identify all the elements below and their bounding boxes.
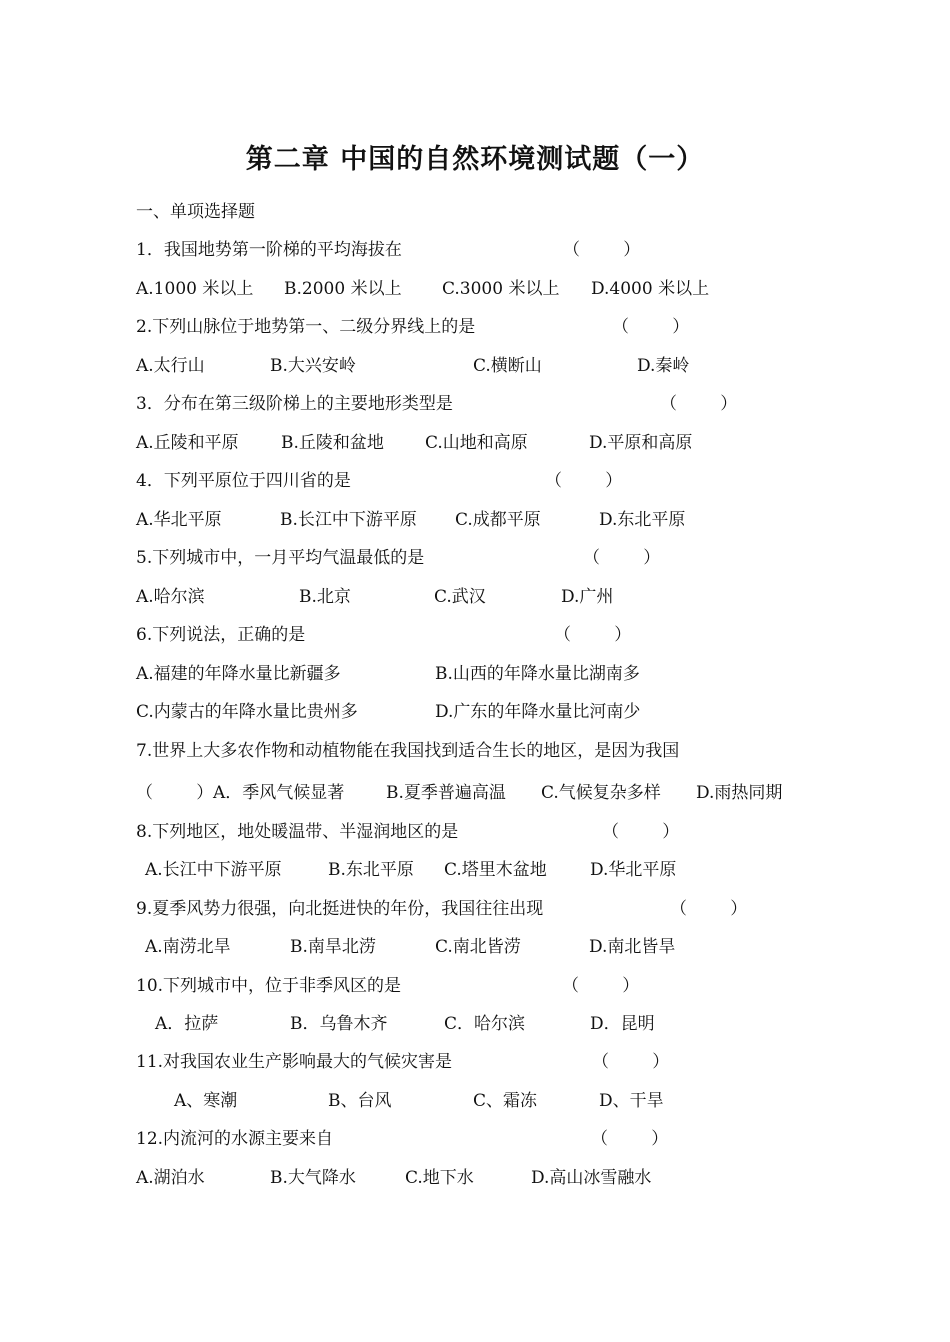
option-7a: A．季风气候显著 xyxy=(213,783,345,803)
option-6a: A.福建的年降水量比新疆多 xyxy=(136,664,341,684)
question-11: 11.对我国农业生产影响最大的气候灾害是 xyxy=(136,1052,453,1072)
question-4: 4．下列平原位于四川省的是 xyxy=(136,471,351,491)
question-1: 1．我国地势第一阶梯的平均海拔在 xyxy=(136,240,402,260)
option-10c: C．哈尔滨 xyxy=(444,1014,526,1034)
answer-bracket-10: （ ） xyxy=(562,976,640,996)
option-3c: C.山地和高原 xyxy=(425,433,528,453)
question-7: 7.世界上大多农作物和动植物能在我国找到适合生长的地区，是因为我国 xyxy=(136,741,680,761)
option-9c: C.南北皆涝 xyxy=(435,937,521,957)
option-12b: B.大气降水 xyxy=(270,1168,356,1188)
answer-bracket-1: （ ） xyxy=(563,240,641,260)
option-11b: B、台风 xyxy=(328,1091,392,1111)
question-2: 2.下列山脉位于地势第一、二级分界线上的是 xyxy=(136,317,476,337)
option-10a: A．拉萨 xyxy=(155,1014,219,1034)
option-1d: D.4000 米以上 xyxy=(591,279,710,299)
answer-bracket-9: （ ） xyxy=(670,899,748,919)
option-12a: A.湖泊水 xyxy=(136,1168,205,1188)
question-9: 9.夏季风势力很强，向北挺进快的年份，我国往往出现 xyxy=(136,899,544,919)
section-heading: 一、单项选择题 xyxy=(136,202,255,222)
answer-bracket-7: （ ） xyxy=(136,783,214,803)
option-4d: D.东北平原 xyxy=(599,510,686,530)
option-4b: B.长江中下游平原 xyxy=(280,510,417,530)
option-2a: A.太行山 xyxy=(136,356,205,376)
option-5c: C.武汉 xyxy=(434,587,486,607)
question-10: 10.下列城市中，位于非季风区的是 xyxy=(136,976,402,996)
option-9a: A.南涝北旱 xyxy=(145,937,231,957)
option-8b: B.东北平原 xyxy=(328,860,414,880)
option-6d: D.广东的年降水量比河南少 xyxy=(435,702,641,722)
question-3: 3．分布在第三级阶梯上的主要地形类型是 xyxy=(136,394,453,414)
option-1c: C.3000 米以上 xyxy=(442,279,560,299)
option-2d: D.秦岭 xyxy=(637,356,690,376)
answer-bracket-11: （ ） xyxy=(592,1052,670,1072)
option-7d: D.雨热同期 xyxy=(696,783,783,803)
option-1a: A.1000 米以上 xyxy=(136,279,254,299)
option-10b: B．乌鲁木齐 xyxy=(290,1014,388,1034)
option-5b: B.北京 xyxy=(299,587,351,607)
option-3a: A.丘陵和平原 xyxy=(136,433,239,453)
option-5d: D.广州 xyxy=(561,587,614,607)
answer-bracket-4: （ ） xyxy=(545,471,623,491)
answer-bracket-12: （ ） xyxy=(591,1129,669,1149)
option-3b: B.丘陵和盆地 xyxy=(281,433,384,453)
option-11d: D、干旱 xyxy=(599,1091,664,1111)
option-12d: D.高山冰雪融水 xyxy=(531,1168,652,1188)
option-12c: C.地下水 xyxy=(405,1168,474,1188)
question-8: 8.下列地区，地处暖温带、半湿润地区的是 xyxy=(136,822,459,842)
option-9d: D.南北皆旱 xyxy=(589,937,676,957)
option-4a: A.华北平原 xyxy=(136,510,222,530)
option-9b: B.南旱北涝 xyxy=(290,937,376,957)
option-3d: D.平原和高原 xyxy=(589,433,693,453)
answer-bracket-2: （ ） xyxy=(612,317,690,337)
question-12: 12.内流河的水源主要来自 xyxy=(136,1129,334,1149)
option-2c: C.横断山 xyxy=(473,356,542,376)
option-10d: D．昆明 xyxy=(590,1014,655,1034)
question-5: 5.下列城市中，一月平均气温最低的是 xyxy=(136,548,425,568)
option-7b: B.夏季普遍高温 xyxy=(386,783,506,803)
answer-bracket-8: （ ） xyxy=(602,822,680,842)
option-6b: B.山西的年降水量比湖南多 xyxy=(435,664,640,684)
option-6c: C.内蒙古的年降水量比贵州多 xyxy=(136,702,358,722)
option-7c: C.气候复杂多样 xyxy=(541,783,661,803)
page-title: 第二章 中国的自然环境测试题（一） xyxy=(245,144,705,175)
option-4c: C.成都平原 xyxy=(455,510,541,530)
answer-bracket-3: （ ） xyxy=(660,394,738,414)
option-8a: A.长江中下游平原 xyxy=(145,860,282,880)
answer-bracket-6: （ ） xyxy=(554,625,632,645)
answer-bracket-5: （ ） xyxy=(583,548,661,568)
option-1b: B.2000 米以上 xyxy=(284,279,402,299)
question-6: 6.下列说法，正确的是 xyxy=(136,625,306,645)
option-5a: A.哈尔滨 xyxy=(136,587,205,607)
option-8c: C.塔里木盆地 xyxy=(444,860,547,880)
option-11c: C、霜冻 xyxy=(473,1091,538,1111)
option-8d: D.华北平原 xyxy=(590,860,677,880)
option-11a: A、寒潮 xyxy=(174,1091,238,1111)
option-2b: B.大兴安岭 xyxy=(270,356,356,376)
